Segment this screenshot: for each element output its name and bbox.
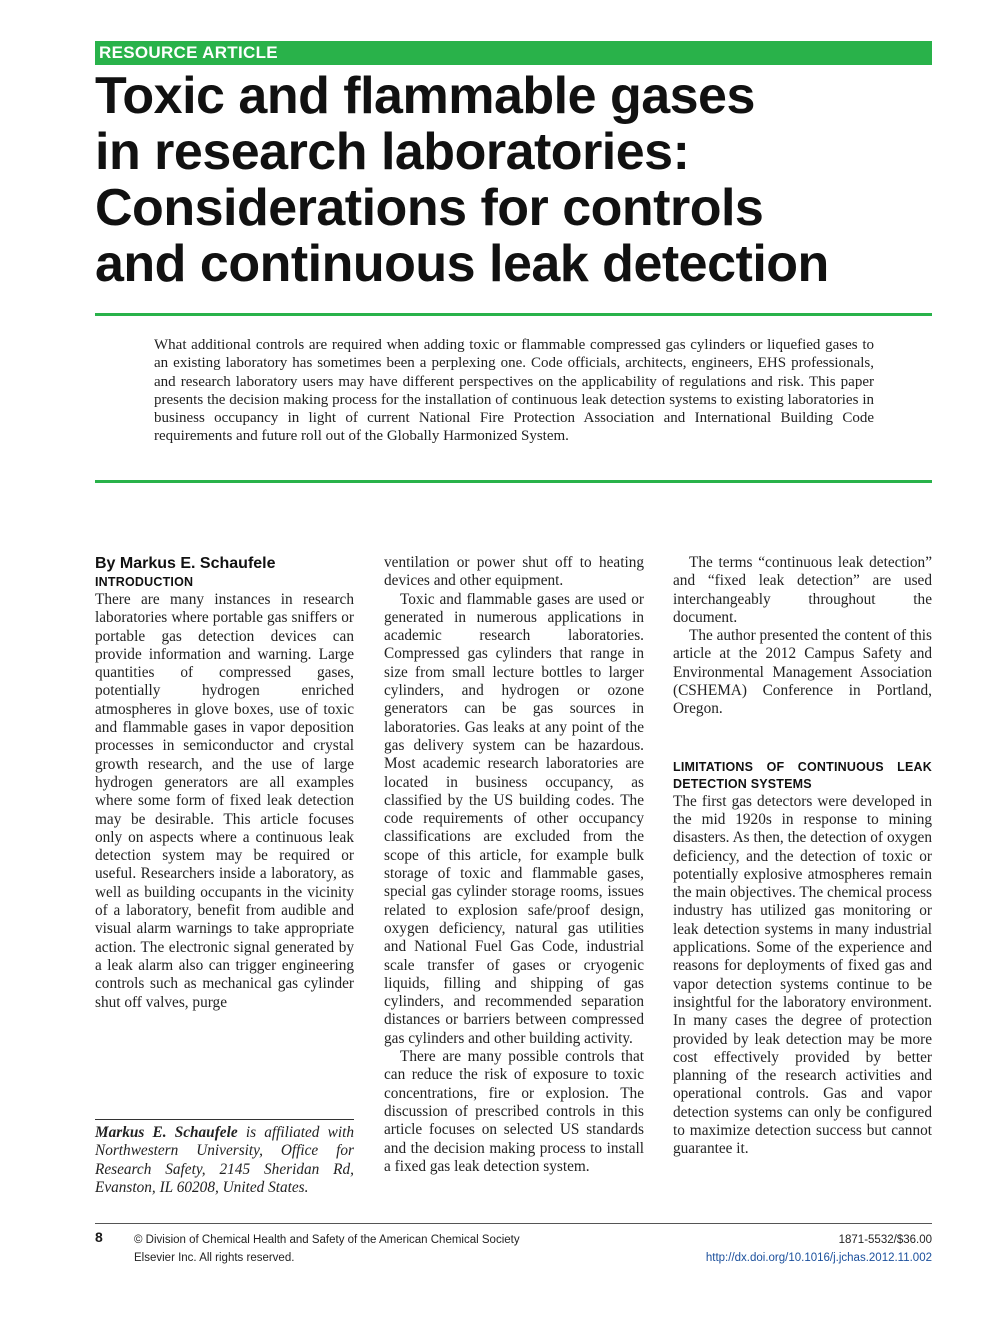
section-heading-limitations: LIMITATIONS OF CONTINUOUS LEAK DETECTION SYSTEMS bbox=[673, 759, 932, 791]
abstract-top-rule bbox=[95, 313, 932, 316]
title-line: in research laboratories: bbox=[95, 123, 690, 181]
column-3 bbox=[673, 554, 932, 1159]
page-number: 8 bbox=[95, 1229, 103, 1245]
affiliation-author-name: Markus E. Schaufele bbox=[95, 1124, 238, 1141]
doi-link[interactable]: http://dx.doi.org/10.1016/j.jchas.2012.11.002 bbox=[705, 1252, 932, 1264]
footer-copyright bbox=[134, 1231, 520, 1267]
body-paragraph: The author presented the content of this article at the 2012 Campus Safety and Environmental Management Association (CSHEMA) Conference in Portland, Oregon. bbox=[673, 627, 932, 718]
copyright-line: © Division of Chemical Health and Safety of the American Chemical Society bbox=[134, 1234, 520, 1246]
issn-price: 1871-5532/$36.00 bbox=[838, 1234, 932, 1246]
affiliation-rule bbox=[95, 1119, 354, 1120]
column-2 bbox=[384, 554, 644, 1176]
body-paragraph: ventilation or power shut off to heating devices and other equipment. bbox=[384, 554, 644, 590]
abstract-bottom-rule bbox=[95, 480, 932, 483]
author-affiliation bbox=[95, 1124, 354, 1197]
title-line: Considerations for controls bbox=[95, 179, 764, 237]
affiliation-text: is affiliated with Northwestern University, Office for Research Safety, 2145 Sheridan Rd, Evanston, IL 60208, United States. bbox=[95, 1124, 355, 1196]
body-paragraph: There are many possible controls that can reduce the risk of exposure to toxic concentrations, fire or explosion. The discussion of prescribed controls in this article focuses on selected US standards and the decision making process to install a fixed gas leak detection system. bbox=[384, 1048, 644, 1175]
body-paragraph: The first gas detectors were developed in the mid 1920s in response to mining disasters. As then, the detection of oxygen deficiency, and the detection of toxic or potentially explosive atmospheres remain the main objectives. The chemical process industry has utilized gas monitoring or leak detection systems in many industrial applications. Some of the experience and reasons for deployments of fixed gas and vapor detection systems continue to be insightful for the laboratory environment. In many cases the degree of protection provided by leak detection may be more cost effectively provided by better planning of the research activities and operational controls. Gas and vapor detection systems can only be configured to maximize detection success but cannot guarantee it. bbox=[673, 792, 932, 1158]
title-line: and continuous leak detection bbox=[95, 235, 829, 293]
title-line: Toxic and flammable gases bbox=[95, 67, 755, 125]
footer-rule bbox=[95, 1223, 932, 1224]
footer-citation bbox=[706, 1231, 932, 1267]
copyright-line: Elsevier Inc. All rights reserved. bbox=[134, 1252, 295, 1264]
body-paragraph: Toxic and flammable gases are used or generated in numerous applications in academic research laboratories. Compressed gas cylinders that range in size from small lecture bottles to larger cylinders, and hydrogen or ozone generators can be gas sources in laboratories. Gas leaks at any point of the gas delivery system can be hazardous. Most academic research laboratories are located in business occupancy, as classified by the US building codes. The code requirements of other occupancy classifications are excluded from the scope of this article, for example bulk storage of toxic and flammable gases, special gas cylinder storage rooms, issues related to explosion safe/proof design, oxygen deficiency, natural gas utilities and National Fuel Gas Code, industrial scale transfer of gases or cryogenic liquids, filling and shipping of gas cylinders, and recommended separation distances or barriers between compressed gas cylinders and other building activity. bbox=[384, 590, 644, 1047]
article-title bbox=[95, 68, 935, 292]
byline: By Markus E. Schaufele bbox=[95, 555, 276, 572]
section-banner bbox=[95, 41, 932, 65]
article-type-label: RESOURCE ARTICLE bbox=[99, 43, 278, 62]
body-paragraph: The terms “continuous leak detection” and “fixed leak detection” are used interchangeably throughout the document. bbox=[673, 554, 932, 626]
column-1 bbox=[95, 554, 354, 1012]
section-heading-introduction: INTRODUCTION bbox=[95, 575, 194, 589]
body-paragraph: There are many instances in research laboratories where portable gas sniffers or portable gas detection devices can provide information and warning. Large quantities of compressed gases, potentially hydrogen enriched atmospheres in glove boxes, use of toxic and flammable gases in vapor deposition processes in semiconductor and crystal growth research, and the use of large hydrogen generators are all examples where some form of fixed leak detection may be desirable. This article focuses only on aspects where a continuous leak detection system may be required or useful. Researchers inside a laboratory, as well as building occupants in the vicinity of a laboratory, benefit from audible and visual alarm warnings to take appropriate action. The electronic signal generated by a leak alarm also can trigger engineering controls such as mechanical gas cylinder shut off valves, purge bbox=[95, 591, 354, 1011]
abstract: What additional controls are required when adding toxic or flammable compressed gas cylinders or liquefied gases to an existing laboratory has sometimes been a perplexing one. Code officials, architects, engineers, EHS professionals, and research laboratory users may have different perspectives on the applicability of regulations and risk. This paper presents the decision making process for the installation of continuous leak detection systems to existing laboratories in business occupancy in light of current National Fire Protection Association and International Building Code requirements and future roll out of the Globally Harmonized System. bbox=[154, 337, 874, 445]
